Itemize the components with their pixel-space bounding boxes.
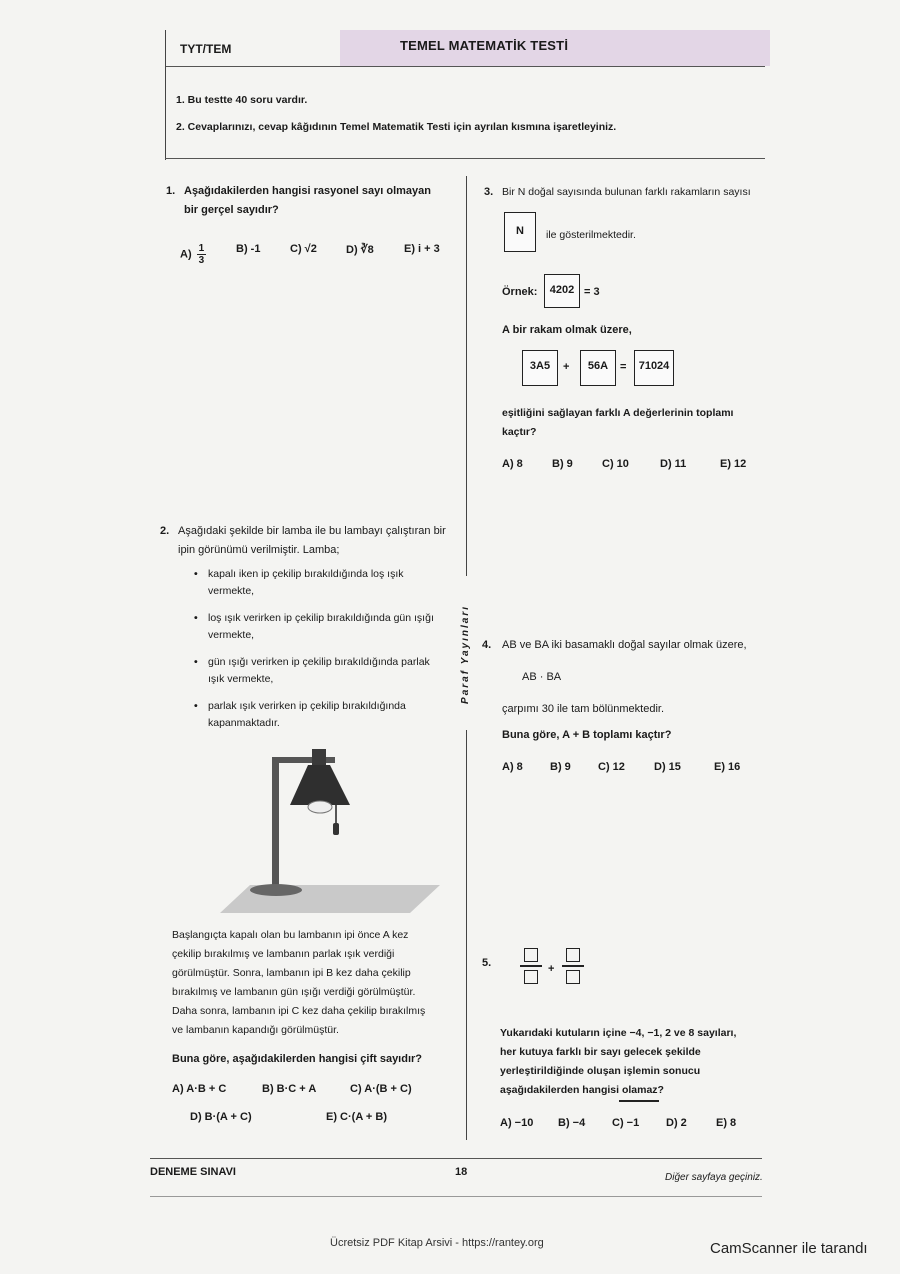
- q1-option-a[interactable]: [180, 243, 206, 266]
- q2-option-b[interactable]: B) B·C + A: [262, 1083, 317, 1095]
- q3-option-b[interactable]: B) 9: [552, 458, 573, 470]
- next-page-note: Diğer sayfaya geçiniz.: [665, 1172, 763, 1183]
- q4-option-b[interactable]: B) 9: [550, 761, 571, 773]
- q5-fraction-bar-1: [520, 965, 542, 967]
- page-number: 18: [455, 1166, 468, 1178]
- q1-option-d[interactable]: D) ∛8: [346, 244, 374, 256]
- q2-bullet-1: • kapalı iken ip çekilip bırakıldığında loş ışık vermekte,: [208, 566, 404, 600]
- q3-question-line2: kaçtır?: [502, 426, 537, 438]
- q5-box-denominator-1: [524, 970, 538, 984]
- q2-bullet-2: • loş ışık verirken ip çekilip bırakıldığında gün ışığı vermekte,: [208, 610, 434, 644]
- q3-option-d[interactable]: D) 11: [660, 458, 687, 470]
- q1-option-a-denominator: 3: [198, 255, 205, 266]
- column-divider-bottom: [466, 730, 467, 1140]
- instruction-1: 1. Bu testte 40 soru vardır.: [176, 94, 308, 106]
- header-rule: [165, 66, 765, 67]
- lamp-bulb: [308, 801, 332, 813]
- q4-option-d[interactable]: D) 15: [654, 761, 681, 773]
- q4-expression: AB · BA: [522, 671, 562, 683]
- q2-option-e[interactable]: E) C·(A + B): [326, 1111, 388, 1123]
- q1-number: 1.: [166, 185, 176, 197]
- olamaz-underline: [619, 1100, 659, 1102]
- lamp-illustration: [210, 745, 450, 920]
- test-title: TEMEL MATEMATİK TESTİ: [400, 38, 569, 53]
- q2-intro-line1: Aşağıdaki şekilde bir lamba ile bu lambayı çalıştıran bir: [178, 525, 446, 537]
- q3-option-c[interactable]: C) 10: [602, 458, 629, 470]
- q2-option-c[interactable]: C) A·(B + C): [350, 1083, 412, 1095]
- q1-option-a-numerator: 1: [198, 243, 205, 254]
- q3-example-result: = 3: [584, 286, 600, 298]
- q1-option-a-label: A): [180, 248, 192, 261]
- lamp-neck: [312, 749, 326, 765]
- q3-example-label: Örnek:: [502, 286, 538, 298]
- q3-option-a[interactable]: A) 8: [502, 458, 523, 470]
- q3-box-n: N: [504, 212, 536, 252]
- header-left-border: [165, 30, 166, 160]
- q4-text-line2: çarpımı 30 ile tam bölünmektedir.: [502, 703, 665, 715]
- publisher-side-text: Paraf Yayınları: [460, 605, 471, 704]
- q5-option-b[interactable]: B) −4: [558, 1117, 586, 1129]
- q4-option-c[interactable]: C) 12: [598, 761, 625, 773]
- q3-eq-plus: +: [563, 361, 570, 373]
- q3-eq-box-1: 3A5: [522, 350, 558, 386]
- lamp-shade: [290, 765, 350, 805]
- q3-text-line1: Bir N doğal sayısında bulunan farklı rakamların sayısı: [502, 186, 751, 198]
- q3-option-e[interactable]: E) 12: [720, 458, 747, 470]
- q5-plus: +: [548, 963, 555, 975]
- q3-text-line2: ile gösterilmektedir.: [546, 229, 636, 241]
- q2-question: Buna göre, aşağıdakilerden hangisi çift sayıdır?: [172, 1053, 423, 1065]
- q2-option-a[interactable]: A) A·B + C: [172, 1083, 227, 1095]
- q5-fraction-2: [562, 948, 584, 984]
- q5-box-numerator-2: [566, 948, 580, 962]
- q3-eq-box-3: 71024: [634, 350, 674, 386]
- column-divider-top: [466, 176, 467, 576]
- instruction-2: 2. Cevaplarınızı, cevap kâğıdının Temel Matematik Testi için ayrılan kısmına işaretleyiniz.: [176, 121, 617, 133]
- lamp-pole: [272, 757, 279, 885]
- q3-eq-box-2: 56A: [580, 350, 616, 386]
- q1-option-e[interactable]: E) i + 3: [404, 243, 440, 255]
- source-note: Ücretsiz PDF Kitap Arsivi - https://rantey.org: [330, 1237, 544, 1249]
- q3-number: 3.: [484, 186, 494, 198]
- q2-bullet-3: • gün ışığı verirken ip çekilip bırakıldığında parlak ışık vermekte,: [208, 654, 430, 688]
- q5-option-c[interactable]: C) −1: [612, 1117, 640, 1129]
- q5-text: Yukarıdaki kutuların içine −4, −1, 2 ve 8 sayıları, her kutuya farklı bir sayı gelecek şekilde yerleştirildiğinde oluşan işlemin sonucu aşağıdakilerden hangisi olamaz?: [500, 1027, 737, 1096]
- section-label: TYT/TEM: [180, 42, 232, 56]
- q3-eq-equals: =: [620, 361, 627, 373]
- q2-bullet-4: • parlak ışık verirken ip çekilip bırakıldığında kapanmaktadır.: [208, 698, 406, 732]
- q4-option-e[interactable]: E) 16: [714, 761, 741, 773]
- footer-rule-top: [150, 1158, 762, 1159]
- footer-exam-label: DENEME SINAVI: [150, 1166, 236, 1178]
- q3-question-line1: eşitliğini sağlayan farklı A değerlerinin toplamı: [502, 407, 734, 419]
- q2-intro-line2: ipin görünümü verilmiştir. Lamba;: [178, 544, 340, 556]
- q4-text-line1: AB ve BA iki basamaklı doğal sayılar olmak üzere,: [502, 639, 747, 651]
- q5-box-denominator-2: [566, 970, 580, 984]
- instructions-rule: [165, 158, 765, 159]
- q1-option-b[interactable]: B) -1: [236, 243, 261, 255]
- lamp-base: [250, 884, 302, 896]
- q2-option-d[interactable]: D) B·(A + C): [190, 1111, 252, 1123]
- q4-number: 4.: [482, 639, 492, 651]
- q5-option-d[interactable]: D) 2: [666, 1117, 687, 1129]
- q2-number: 2.: [160, 525, 170, 537]
- q5-option-e[interactable]: E) 8: [716, 1117, 737, 1129]
- q4-question: Buna göre, A + B toplamı kaçtır?: [502, 729, 672, 741]
- q5-fraction-bar-2: [562, 965, 584, 967]
- q3-condition: A bir rakam olmak üzere,: [502, 324, 632, 336]
- q4-option-a[interactable]: A) 8: [502, 761, 523, 773]
- q2-paragraph: Başlangıçta kapalı olan bu lambanın ipi önce A kez çekilip bırakılmış ve lambanın parlak ışık verdiği görülmüştür. Sonra, lambanın ipi B kez daha çekilip bırakılmış ve lambanın gün ışığı verdiği görülmüştür. Daha sonra, lambanın ipi C kez daha çekilip bırakılmış ve lambanın kapandığı görülmüştür.: [172, 929, 426, 1036]
- pull-cord-handle: [333, 823, 339, 835]
- q1-option-c[interactable]: C) √2: [290, 243, 317, 255]
- q1-text-line2: bir gerçel sayıdır?: [184, 204, 279, 216]
- q5-fraction-1: [520, 948, 542, 984]
- q1-text-line1: Aşağıdakilerden hangisi rasyonel sayı olmayan: [184, 185, 431, 197]
- q3-example-box: 4202: [544, 274, 580, 308]
- footer-rule-bottom: [150, 1196, 762, 1197]
- q5-box-numerator-1: [524, 948, 538, 962]
- q5-number: 5.: [482, 957, 492, 969]
- q5-option-a[interactable]: A) −10: [500, 1117, 534, 1129]
- scanner-watermark: CamScanner ile tarandı: [710, 1240, 868, 1257]
